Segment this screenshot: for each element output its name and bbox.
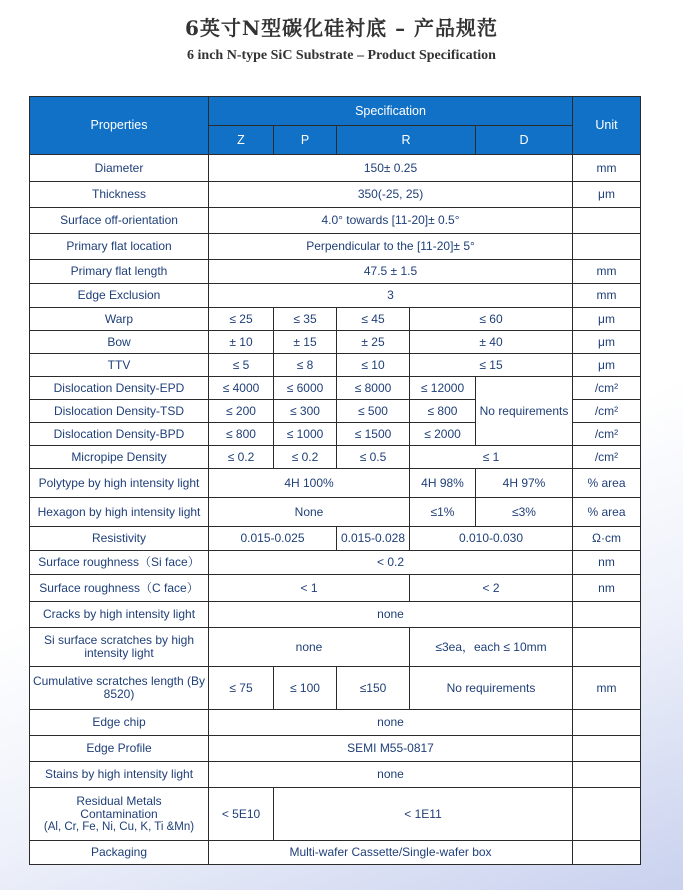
cell-unit: nm <box>573 551 641 575</box>
cell-rd: ± 40 <box>410 331 573 354</box>
page-title: 6英寸N型碳化硅衬底 – 产品规范 <box>184 16 499 40</box>
grade-d: D <box>476 126 573 155</box>
row-label: Cracks by high intensity light <box>30 602 209 628</box>
row-polytype <box>30 469 641 498</box>
cell-unit: mm <box>573 284 641 308</box>
cell-z: 0.015-0.025 <box>209 527 337 551</box>
cell-p: ≤ 35 <box>274 308 337 331</box>
cell-rd: ≤ 15 <box>410 354 573 377</box>
cell-p: 0.015-0.028 <box>337 527 410 551</box>
cell-unit <box>573 736 641 762</box>
header-specification: Specification <box>209 97 573 126</box>
row-diameter <box>30 155 641 182</box>
cell-rd: ≤3ea，each ≤ 10mm <box>410 628 573 667</box>
row-label: Dislocation Density-BPD <box>30 423 209 446</box>
row-label-line: Residual Metals <box>76 793 162 808</box>
cell-unit: μm <box>573 182 641 208</box>
row-residual-metals <box>30 788 641 841</box>
row-packaging <box>30 841 641 865</box>
row-label: Thickness <box>30 182 209 208</box>
row-label: Primary flat length <box>30 260 209 284</box>
cell-rd: No requirements <box>410 667 573 710</box>
row-cumulative-scratches <box>30 667 641 710</box>
grade-p: P <box>274 126 337 155</box>
cell-unit: % area <box>573 469 641 498</box>
cell-zp: 4H 100% <box>209 469 410 498</box>
cell-r: ≤ 500 <box>337 400 410 423</box>
row-label: Primary flat location <box>30 234 209 260</box>
row-label: Polytype by high intensity light <box>30 469 209 498</box>
cell-value: none <box>209 762 573 788</box>
cell-r: ≤1% <box>410 498 476 527</box>
cell-z: ± 10 <box>209 331 274 354</box>
cell-r: ± 25 <box>337 331 410 354</box>
cell-r: ≤150 <box>337 667 410 710</box>
row-edge-exclusion <box>30 284 641 308</box>
row-roughness-si <box>30 551 641 575</box>
cell-z: ≤ 5 <box>209 354 274 377</box>
cell-rd: < 2 <box>410 575 573 602</box>
cell-r: ≤ 10 <box>337 354 410 377</box>
row-label-line: Contamination <box>80 806 158 821</box>
cell-unit: nm <box>573 575 641 602</box>
row-bow <box>30 331 641 354</box>
cell-r: ≤ 45 <box>337 308 410 331</box>
row-roughness-c <box>30 575 641 602</box>
row-label: Hexagon by high intensity light <box>30 498 209 527</box>
cell-r: ≤ 1500 <box>337 423 410 446</box>
row-label: Diameter <box>30 155 209 182</box>
cell-unit <box>573 710 641 736</box>
cell-unit <box>573 208 641 234</box>
cell-value: 47.5 ± 1.5 <box>209 260 573 284</box>
row-label: Micropipe Density <box>30 446 209 469</box>
cell-unit: /cm² <box>573 423 641 446</box>
row-label: Cumulative scratches length (By 8520) <box>30 667 209 710</box>
cell-z: ≤ 200 <box>209 400 274 423</box>
header-properties: Properties <box>30 97 209 155</box>
table-header <box>30 97 641 155</box>
cell-d: ≤ 2000 <box>410 423 476 446</box>
cell-value: Multi-wafer Cassette/Single-wafer box <box>209 841 573 865</box>
cell-value: Perpendicular to the [11-20]± 5° <box>209 234 573 260</box>
cell-unit: mm <box>573 155 641 182</box>
cell-d: ≤ 800 <box>410 400 476 423</box>
row-label: Packaging <box>30 841 209 865</box>
row-label: Surface off-orientation <box>30 208 209 234</box>
row-epd <box>30 377 641 400</box>
row-edge-chip <box>30 710 641 736</box>
row-warp <box>30 308 641 331</box>
cell-z: ≤ 4000 <box>209 377 274 400</box>
cell-unit: /cm² <box>573 446 641 469</box>
cell-d: ≤3% <box>476 498 573 527</box>
cell-unit <box>573 762 641 788</box>
cell-z: ≤ 25 <box>209 308 274 331</box>
row-label: Bow <box>30 331 209 354</box>
cell-r: 4H 98% <box>410 469 476 498</box>
row-label: Surface roughness（Si face） <box>30 551 209 575</box>
cell-p: ≤ 100 <box>274 667 337 710</box>
cell-value: 3 <box>209 284 573 308</box>
cell-p: ≤ 6000 <box>274 377 337 400</box>
row-flat-location <box>30 234 641 260</box>
row-label: TTV <box>30 354 209 377</box>
cell-unit: μm <box>573 308 641 331</box>
cell-unit <box>573 234 641 260</box>
cell-value: none <box>209 602 573 628</box>
spec-table <box>29 96 641 865</box>
cell-unit <box>573 602 641 628</box>
row-off-orientation <box>30 208 641 234</box>
row-label: Stains by high intensity light <box>30 762 209 788</box>
cell-p: ≤ 300 <box>274 400 337 423</box>
cell-r: ≤ 0.5 <box>337 446 410 469</box>
cell-z: ≤ 800 <box>209 423 274 446</box>
cell-value: none <box>209 710 573 736</box>
cell-value: < 0.2 <box>209 551 573 575</box>
row-edge-profile <box>30 736 641 762</box>
cell-unit <box>573 628 641 667</box>
row-ttv <box>30 354 641 377</box>
cell-unit: Ω·cm <box>573 527 641 551</box>
row-label: Edge Exclusion <box>30 284 209 308</box>
row-thickness <box>30 182 641 208</box>
row-resistivity <box>30 527 641 551</box>
cell-unit <box>573 788 641 841</box>
cell-unit: μm <box>573 354 641 377</box>
cell-z: ≤ 75 <box>209 667 274 710</box>
cell-rd: ≤ 1 <box>410 446 573 469</box>
row-label: Dislocation Density-TSD <box>30 400 209 423</box>
cell-unit <box>573 841 641 865</box>
cell-value: 150± 0.25 <box>209 155 573 182</box>
grade-r: R <box>337 126 476 155</box>
cell-r: ≤ 8000 <box>337 377 410 400</box>
cell-unit: /cm² <box>573 377 641 400</box>
cell-rd: 0.010-0.030 <box>410 527 573 551</box>
cell-zp: none <box>209 628 410 667</box>
cell-unit: μm <box>573 331 641 354</box>
cell-d: 4H 97% <box>476 469 573 498</box>
cell-value: 4.0° towards [11-20]± 0.5° <box>209 208 573 234</box>
cell-p: ≤ 8 <box>274 354 337 377</box>
cell-unit: /cm² <box>573 400 641 423</box>
row-flat-length <box>30 260 641 284</box>
cell-prd: < 1E11 <box>274 788 573 841</box>
cell-zp: None <box>209 498 410 527</box>
cell-p: ≤ 0.2 <box>274 446 337 469</box>
row-label: Si surface scratches by high intensity light <box>30 628 209 667</box>
row-label: Warp <box>30 308 209 331</box>
cell-zp: < 1 <box>209 575 410 602</box>
row-stains <box>30 762 641 788</box>
cell-rd: ≤ 60 <box>410 308 573 331</box>
row-label: Resistivity <box>30 527 209 551</box>
row-cracks <box>30 602 641 628</box>
cell-value: SEMI M55-0817 <box>209 736 573 762</box>
row-label: Edge chip <box>30 710 209 736</box>
row-label: Surface roughness（C face） <box>30 575 209 602</box>
cell-z: ≤ 0.2 <box>209 446 274 469</box>
cell-no-requirements: No requirements <box>476 377 573 446</box>
cell-d: ≤ 12000 <box>410 377 476 400</box>
cell-unit: mm <box>573 260 641 284</box>
grade-z: Z <box>209 126 274 155</box>
cell-unit: % area <box>573 498 641 527</box>
row-label-line: (Al, Cr, Fe, Ni, Cu, K, Ti &Mn) <box>43 820 195 833</box>
row-label <box>30 788 209 841</box>
page-subtitle: 6 inch N-type SiC Substrate – Product Specification <box>187 48 496 63</box>
row-label: Dislocation Density-EPD <box>30 377 209 400</box>
row-label: Edge Profile <box>30 736 209 762</box>
cell-value: 350(-25, 25) <box>209 182 573 208</box>
cell-unit: mm <box>573 667 641 710</box>
row-si-scratches <box>30 628 641 667</box>
cell-z: < 5E10 <box>209 788 274 841</box>
cell-p: ≤ 1000 <box>274 423 337 446</box>
row-hexagon <box>30 498 641 527</box>
row-micropipe <box>30 446 641 469</box>
cell-p: ± 15 <box>274 331 337 354</box>
header-unit: Unit <box>573 97 641 155</box>
